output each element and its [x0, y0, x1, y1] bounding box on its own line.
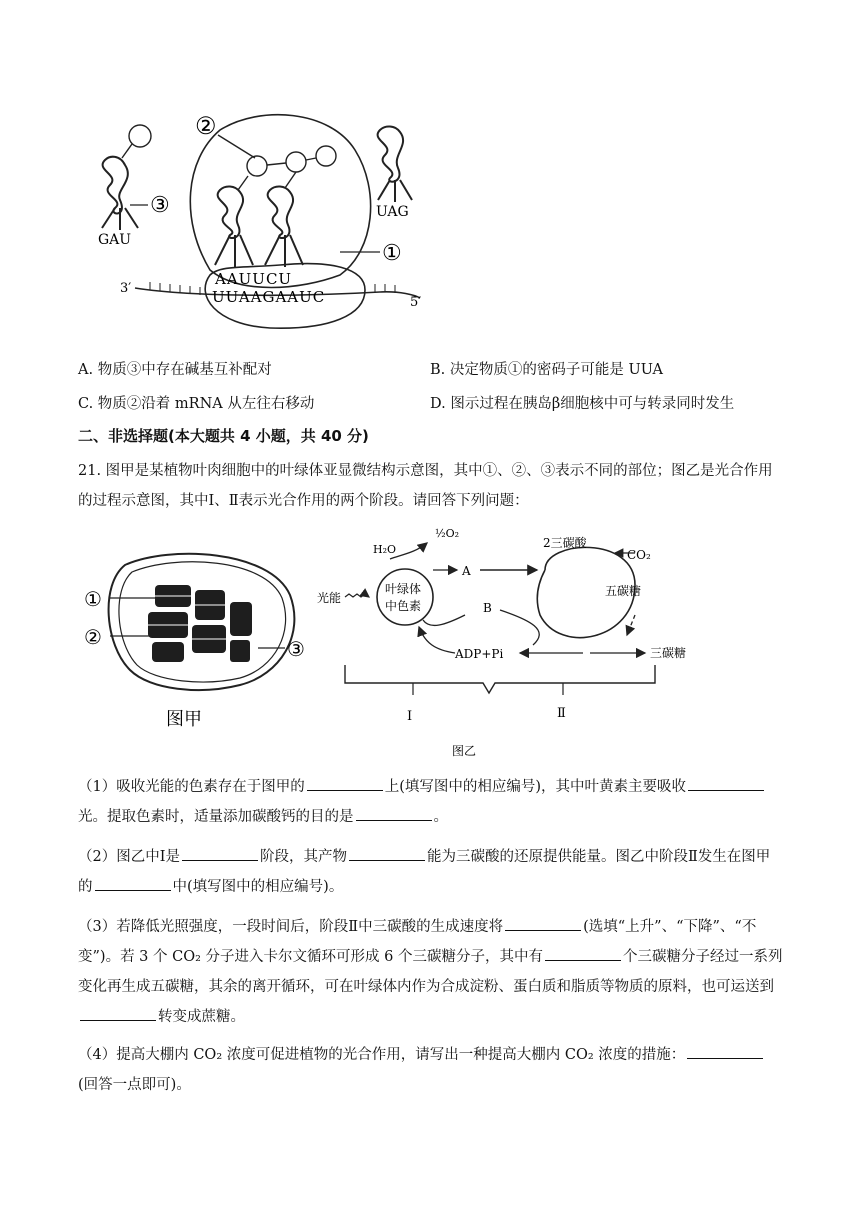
translation-diagram	[80, 100, 440, 340]
yi-caption: 图乙	[452, 744, 477, 758]
label-1: ①	[382, 241, 402, 266]
answer-blank[interactable]	[95, 876, 171, 891]
q21-part3: （3）若降低光照强度，一段时间后，阶段Ⅱ中三碳酸的生成速度将 (选填“上升”、“下降”、“不变”)。若 3 个 CO₂ 分子进入卡尔文循环可形成 6 个三碳糖分子，其中有 个三碳糖分子经过一系列变化再生成五碳糖，其余的离开循环，可在叶绿体内作为合成淀粉、蛋白质和脂质等物质的原料，也可运送到转变成蔗糖。	[78, 912, 784, 1032]
jia-label-3: ③	[287, 637, 305, 661]
option-b[interactable]: B. 决定物质①的密码子可能是 UUA	[430, 362, 663, 378]
answer-blank[interactable]	[545, 946, 621, 961]
q21-part1: （1）吸收光能的色素存在于图甲的 上(填写图中的相应编号)，其中叶黄素主要吸收光。提取色素时，适量添加碳酸钙的目的是 。	[78, 772, 784, 832]
q21-part4: （4）提高大棚内 CO₂ 浓度可促进植物的光合作用，请写出一种提高大棚内 CO₂ 浓度的措施：(回答一点即可)。	[78, 1040, 784, 1100]
option-d[interactable]: D. 图示过程在胰岛β细胞核中可与转录同时发生	[430, 396, 735, 412]
trna-left	[102, 157, 138, 230]
pigment-line1: 叶绿体	[385, 582, 422, 596]
option-a[interactable]: A. 物质③中存在碱基互补配对	[78, 362, 272, 378]
answer-blank[interactable]	[688, 776, 764, 791]
adp-label: ADP+Pi	[455, 647, 504, 661]
q21-intro: 21. 图甲是某植物叶肉细胞中的叶绿体亚显微结构示意图，其中①、②、③表示不同的部位；图乙是光合作用的过程示意图，其中Ⅰ、Ⅱ表示光合作用的两个阶段。请回答下列问题：	[78, 463, 773, 509]
answer-blank[interactable]	[356, 806, 432, 821]
section-title: 二、非选择题(本大题共 4 小题，共 40 分)	[78, 427, 369, 445]
trna-right	[378, 126, 412, 202]
jia-label-2: ②	[84, 625, 102, 649]
jia-label-1: ①	[84, 587, 102, 611]
jia-caption: 图甲	[166, 709, 202, 730]
anticodon-right: UAG	[376, 204, 409, 220]
co2-label: CO₂	[627, 548, 651, 562]
product-a: A	[462, 564, 471, 578]
c3x2-label: 2三碳酸	[543, 536, 587, 550]
label-2: ②	[195, 112, 217, 140]
q21-part2: （2）图乙中Ⅰ是 阶段，其产物 能为三碳酸的还原提供能量。图乙中阶段Ⅱ发生在图甲的 中(填写图中的相应编号)。	[78, 842, 784, 902]
answer-blank[interactable]	[307, 776, 383, 791]
label-3: ③	[150, 193, 170, 218]
answer-blank[interactable]	[349, 846, 425, 861]
c5-label: 五碳糖	[605, 584, 642, 598]
o2-label: ½O₂	[435, 527, 460, 540]
answer-blank[interactable]	[80, 1006, 156, 1021]
answer-blank[interactable]	[505, 916, 581, 931]
trna-middle	[215, 186, 303, 267]
answer-blank[interactable]	[687, 1044, 763, 1059]
chloroplast-diagram	[80, 540, 310, 740]
option-c[interactable]: C. 物质②沿着 mRNA 从左往右移动	[78, 396, 315, 412]
mrna-5-end: 5′	[410, 295, 422, 310]
stage-1: Ⅰ	[407, 709, 413, 724]
mrna-bases: UUAAGAAUC	[212, 288, 326, 306]
stage-2: Ⅱ	[557, 706, 566, 721]
anticodons-middle: AAUUCU	[215, 270, 293, 288]
anticodon-left: GAU	[98, 232, 132, 248]
c3-label: 三碳糖	[650, 646, 687, 660]
h2o-label: H₂O	[373, 543, 397, 556]
answer-blank[interactable]	[182, 846, 258, 861]
light-label: 光能	[317, 591, 342, 605]
mrna-3-end: 3′	[120, 281, 132, 296]
photosynthesis-diagram	[315, 515, 715, 760]
product-b: B	[483, 601, 492, 615]
pigment-line2: 中色素	[385, 599, 422, 613]
